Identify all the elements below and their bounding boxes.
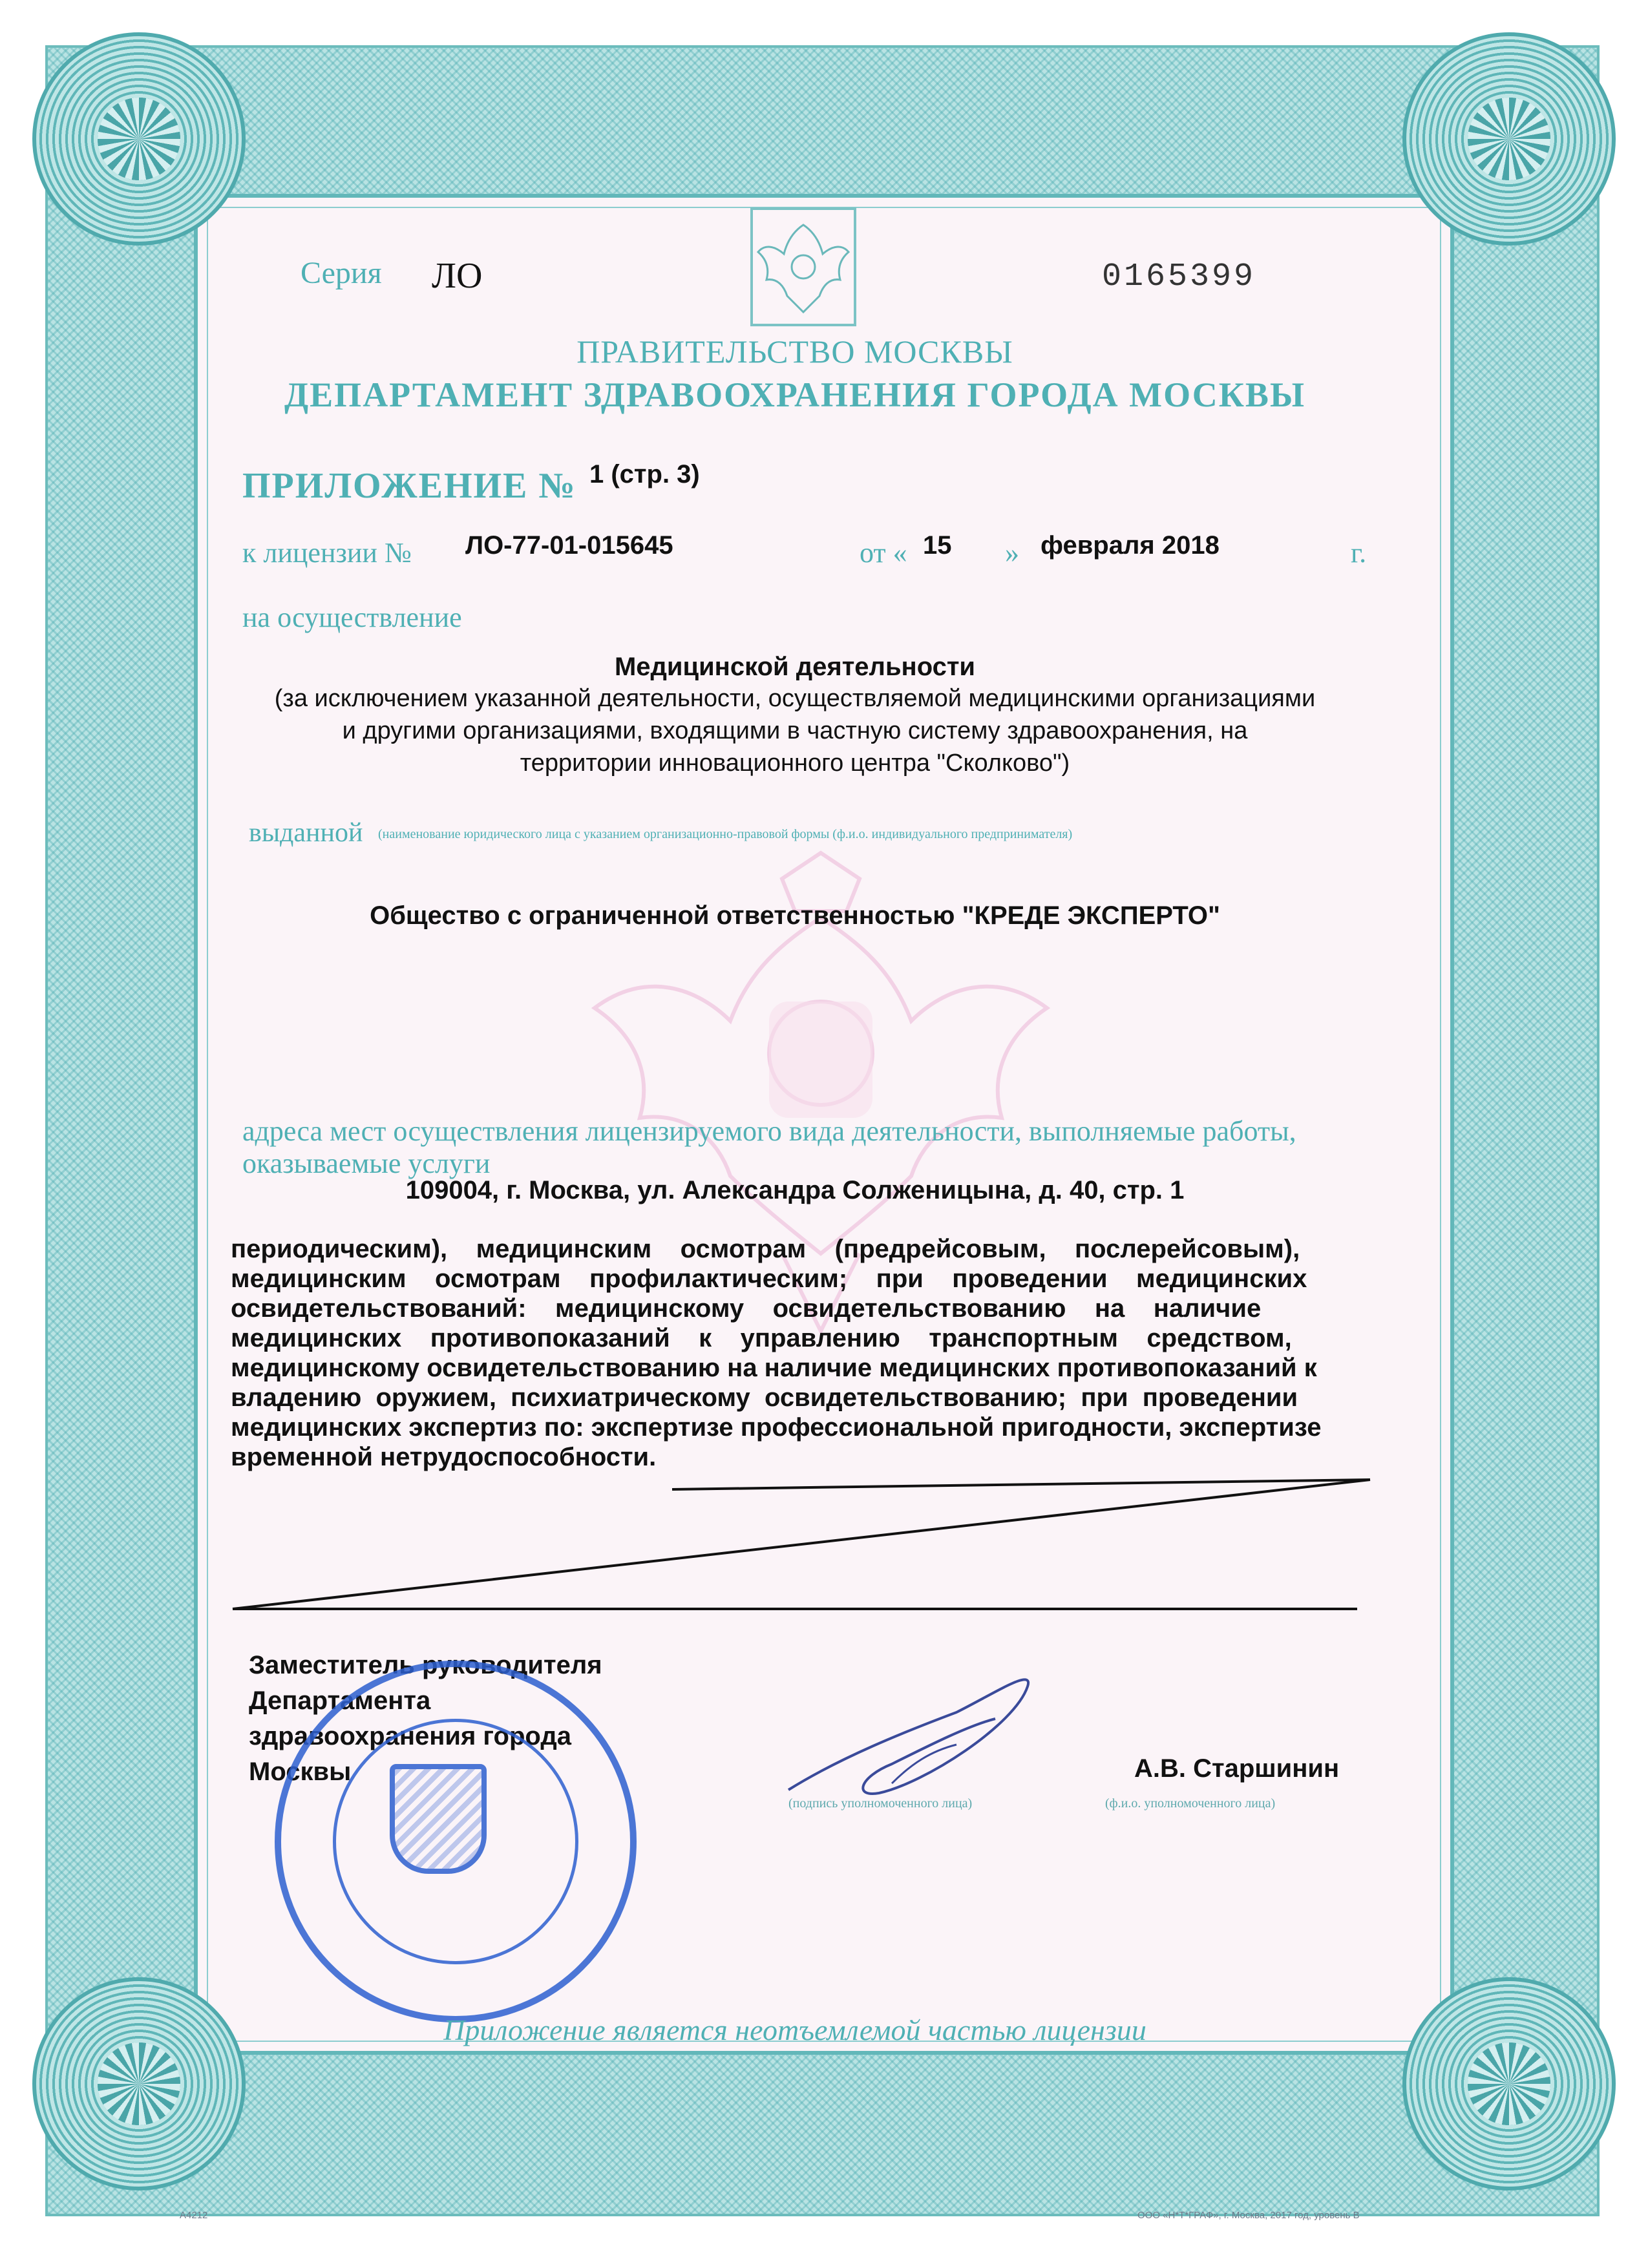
appendix-label: ПРИЛОЖЕНИЕ № (242, 466, 576, 506)
signatory-position-line: Заместитель руководителя (249, 1651, 602, 1679)
series-value: ЛО (432, 256, 483, 296)
license-label: к лицензии № (242, 537, 412, 569)
signatory-position-line: Департамента (249, 1686, 431, 1715)
services-line: медицинских противопоказаний к управлению транспортным средством, (231, 1324, 1292, 1352)
signatory-name: А.В. Старшинин (1134, 1754, 1340, 1783)
signature-icon (763, 1654, 1073, 1809)
services-line: медицинских экспертиз по: экспертизе профессиональной пригодности, экспертизе (231, 1413, 1322, 1442)
form-serial-number: 0165399 (1102, 258, 1256, 295)
activity-title: Медицинской деятельности (614, 653, 976, 681)
services-line: владению оружием, психиатрическому освидетельствованию; при проведении (231, 1383, 1298, 1412)
form-code: А4212 (180, 2210, 208, 2221)
license-month-year: февраля 2018 (1041, 531, 1220, 560)
signatory-position-line: здравоохранения города (249, 1722, 571, 1750)
series-label: Серия (301, 256, 382, 290)
printer-info: ООО «Н*Т*ГРАФ», г. Москва, 2017 год, уровень В (1137, 2210, 1360, 2221)
address-label-cont: оказываемые услуги (242, 1148, 491, 1179)
department-title: ДЕПАРТАМЕНТ ЗДРАВООХРАНЕНИЯ ГОРОДА МОСКВЫ (284, 375, 1305, 414)
services-line: временной нетрудоспособности. (231, 1443, 657, 1471)
issued-label: выданной (249, 818, 363, 848)
license-close-quote: » (1005, 537, 1019, 569)
signatory-name-hint: (ф.и.о. уполномоченного лица) (1105, 1796, 1276, 1811)
services-line: медицинским осмотрам профилактическим; при проведении медицинских (231, 1265, 1307, 1293)
licensee-name: Общество с ограниченной ответственностью "КРЕДЕ ЭКСПЕРТО" (370, 901, 1220, 930)
license-year-suffix: г. (1351, 537, 1367, 569)
activity-clarification-line: территории инновационного центра "Сколково") (520, 750, 1070, 777)
signature-hint: (подпись уполномоченного лица) (788, 1796, 973, 1811)
services-line: медицинскому освидетельствованию на наличие медицинских противопоказаний к (231, 1354, 1317, 1382)
issued-hint: (наименование юридического лица с указанием организационно-правовой формы (ф.и.о. индивидуального предпринимателя) (378, 827, 1073, 841)
signatory-position-line: Москвы (249, 1758, 352, 1786)
services-line: периодическим), медицинским осмотрам (предрейсовым, послерейсовым), (231, 1235, 1300, 1263)
address-label: адреса мест осуществления лицензируемого вида деятельности, выполняемые работы, (242, 1115, 1296, 1147)
activity-clarification-line: (за исключением указанной деятельности, осуществляемой медицинскими организациями (274, 685, 1316, 712)
activity-address: 109004, г. Москва, ул. Александра Солженицына, д. 40, стр. 1 (405, 1176, 1185, 1204)
services-line: освидетельствований: медицинскому освидетельствованию на наличие (231, 1294, 1262, 1323)
activity-clarification-line: и другими организациями, входящими в частную систему здравоохранения, на (342, 717, 1248, 744)
moscow-coat-of-arms-icon (390, 1764, 487, 1874)
appendix-number: 1 (стр. 3) (589, 460, 700, 488)
official-seal-stamp (275, 1661, 637, 2022)
appendix-footer-note: Приложение является неотъемлемой частью лицензии (443, 2013, 1146, 2046)
government-title: ПРАВИТЕЛЬСТВО МОСКВЫ (576, 333, 1013, 370)
license-day: 15 (923, 531, 952, 560)
license-number: ЛО-77-01-015645 (465, 531, 673, 560)
license-date-from: от « (860, 537, 907, 569)
purpose-label: на осуществление (242, 602, 462, 633)
